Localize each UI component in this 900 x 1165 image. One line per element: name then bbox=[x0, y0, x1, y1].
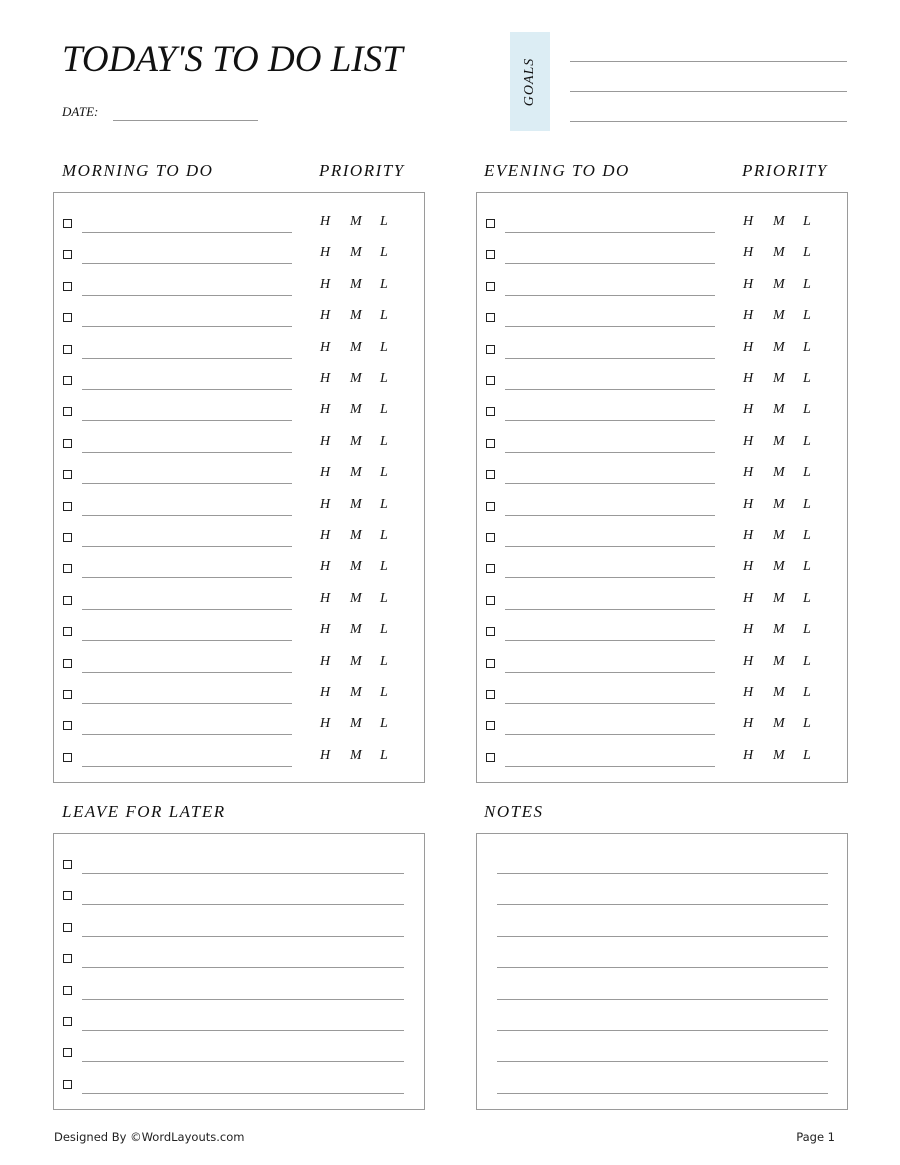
priority-m[interactable]: M bbox=[773, 433, 785, 449]
evening-priority-label: PRIORITY bbox=[742, 161, 828, 180]
task-line[interactable] bbox=[82, 734, 292, 735]
priority-h[interactable]: H bbox=[320, 685, 331, 700]
priority-m[interactable]: M bbox=[350, 496, 362, 512]
todo-row bbox=[54, 465, 424, 501]
priority-m[interactable]: M bbox=[350, 371, 362, 386]
todo-row bbox=[54, 954, 424, 985]
checkbox[interactable] bbox=[486, 627, 495, 636]
task-line[interactable] bbox=[82, 672, 292, 673]
task-line[interactable] bbox=[82, 420, 292, 421]
priority-l[interactable]: L bbox=[380, 559, 388, 575]
checkbox[interactable] bbox=[63, 313, 72, 322]
priority-h[interactable]: H bbox=[320, 276, 331, 292]
priority-l[interactable]: L bbox=[380, 276, 388, 292]
priority-l[interactable]: L bbox=[380, 685, 388, 700]
checkbox[interactable] bbox=[486, 596, 495, 605]
checkbox[interactable] bbox=[486, 753, 495, 762]
task-line[interactable] bbox=[505, 483, 715, 484]
checkbox[interactable] bbox=[63, 219, 72, 228]
priority-m[interactable]: M bbox=[350, 214, 362, 229]
priority-l[interactable]: L bbox=[803, 276, 811, 292]
priority-h[interactable]: H bbox=[743, 559, 754, 575]
priority-l[interactable]: L bbox=[803, 747, 811, 763]
checkbox[interactable] bbox=[63, 1048, 72, 1057]
priority-m[interactable]: M bbox=[350, 308, 362, 324]
priority-l[interactable]: L bbox=[380, 433, 388, 449]
priority-h[interactable]: H bbox=[320, 245, 331, 261]
todo-row bbox=[54, 622, 424, 658]
priority-h[interactable]: H bbox=[743, 653, 754, 669]
priority-h[interactable]: H bbox=[743, 465, 754, 481]
priority-m[interactable]: M bbox=[350, 402, 362, 418]
checkbox[interactable] bbox=[486, 659, 495, 668]
checkbox[interactable] bbox=[486, 282, 495, 291]
priority-l[interactable]: L bbox=[380, 716, 388, 732]
priority-h[interactable]: H bbox=[320, 465, 331, 481]
task-line[interactable] bbox=[82, 577, 292, 578]
checkbox[interactable] bbox=[486, 219, 495, 228]
todo-row bbox=[477, 622, 847, 658]
priority-h[interactable]: H bbox=[743, 214, 754, 229]
priority-l[interactable]: L bbox=[380, 214, 388, 229]
priority-h[interactable]: H bbox=[743, 496, 754, 512]
todo-row bbox=[477, 339, 847, 376]
priority-m[interactable]: M bbox=[773, 716, 785, 732]
todo-row bbox=[54, 402, 424, 438]
priority-l[interactable]: L bbox=[380, 622, 388, 638]
todo-row bbox=[54, 1080, 424, 1111]
priority-l[interactable]: L bbox=[803, 559, 811, 575]
checkbox[interactable] bbox=[486, 721, 495, 730]
task-line[interactable] bbox=[505, 389, 715, 390]
checkbox[interactable] bbox=[486, 407, 495, 416]
task-line[interactable] bbox=[82, 1093, 404, 1094]
priority-m[interactable]: M bbox=[773, 339, 785, 355]
todo-row bbox=[54, 923, 424, 954]
task-line[interactable] bbox=[505, 295, 715, 296]
task-line[interactable] bbox=[505, 420, 715, 421]
task-line[interactable] bbox=[82, 1030, 404, 1031]
priority-l[interactable]: L bbox=[380, 747, 388, 763]
checkbox[interactable] bbox=[63, 891, 72, 900]
checkbox[interactable] bbox=[63, 282, 72, 291]
todo-row bbox=[54, 891, 424, 922]
priority-l[interactable]: L bbox=[803, 622, 811, 638]
todo-row bbox=[477, 685, 847, 721]
task-line[interactable] bbox=[82, 358, 292, 359]
task-line[interactable] bbox=[82, 452, 292, 453]
todo-row bbox=[54, 214, 424, 250]
task-line[interactable] bbox=[505, 766, 715, 767]
task-line[interactable] bbox=[82, 263, 292, 264]
evening-todo-box bbox=[476, 192, 848, 783]
goal-line[interactable] bbox=[570, 121, 847, 122]
priority-m[interactable]: M bbox=[350, 245, 362, 261]
priority-m[interactable]: M bbox=[350, 622, 362, 638]
note-line[interactable] bbox=[497, 936, 828, 937]
goal-line[interactable] bbox=[570, 61, 847, 62]
todo-row bbox=[477, 402, 847, 438]
task-line[interactable] bbox=[505, 703, 715, 704]
todo-row bbox=[54, 590, 424, 627]
checkbox[interactable] bbox=[486, 250, 495, 259]
todo-row bbox=[477, 276, 847, 313]
priority-l[interactable]: L bbox=[380, 465, 388, 481]
todo-row bbox=[54, 860, 424, 891]
task-line[interactable] bbox=[505, 232, 715, 233]
todo-row bbox=[54, 371, 424, 407]
task-line[interactable] bbox=[82, 999, 404, 1000]
task-line[interactable] bbox=[82, 703, 292, 704]
priority-l[interactable]: L bbox=[380, 371, 388, 386]
priority-h[interactable]: H bbox=[743, 339, 754, 355]
task-line[interactable] bbox=[505, 577, 715, 578]
priority-l[interactable]: L bbox=[803, 214, 811, 229]
note-line[interactable] bbox=[497, 904, 828, 905]
priority-m[interactable]: M bbox=[773, 653, 785, 669]
priority-h[interactable]: H bbox=[743, 685, 754, 700]
todo-row bbox=[54, 747, 424, 784]
todo-row bbox=[54, 433, 424, 470]
task-line[interactable] bbox=[505, 452, 715, 453]
checkbox[interactable] bbox=[63, 690, 72, 699]
todo-row bbox=[54, 653, 424, 690]
checkbox[interactable] bbox=[63, 923, 72, 932]
task-line[interactable] bbox=[82, 936, 404, 937]
priority-m[interactable]: M bbox=[350, 339, 362, 355]
checkbox[interactable] bbox=[63, 407, 72, 416]
todo-row bbox=[54, 339, 424, 376]
note-line[interactable] bbox=[497, 1061, 828, 1062]
priority-m[interactable]: M bbox=[773, 496, 785, 512]
priority-l[interactable]: L bbox=[380, 653, 388, 669]
checkbox[interactable] bbox=[63, 860, 72, 869]
checkbox[interactable] bbox=[486, 690, 495, 699]
todo-row bbox=[477, 465, 847, 501]
note-line[interactable] bbox=[497, 1093, 828, 1094]
task-line[interactable] bbox=[505, 358, 715, 359]
priority-h[interactable]: H bbox=[743, 590, 754, 606]
goals-tab bbox=[510, 32, 550, 131]
checkbox[interactable] bbox=[63, 250, 72, 259]
todo-row bbox=[54, 986, 424, 1017]
task-line[interactable] bbox=[82, 904, 404, 905]
task-line[interactable] bbox=[82, 640, 292, 641]
priority-h[interactable]: H bbox=[320, 716, 331, 732]
priority-l[interactable]: L bbox=[380, 590, 388, 606]
task-line[interactable] bbox=[82, 295, 292, 296]
date-field[interactable] bbox=[113, 120, 258, 121]
todo-row bbox=[54, 496, 424, 533]
priority-l[interactable]: L bbox=[380, 245, 388, 261]
morning-title: MORNING TO DO bbox=[62, 161, 214, 180]
note-line[interactable] bbox=[497, 999, 828, 1000]
priority-m[interactable]: M bbox=[773, 685, 785, 700]
todo-row bbox=[477, 308, 847, 344]
task-line[interactable] bbox=[82, 483, 292, 484]
task-line[interactable] bbox=[505, 546, 715, 547]
checkbox[interactable] bbox=[63, 470, 72, 479]
priority-l[interactable]: L bbox=[803, 653, 811, 669]
priority-l[interactable]: L bbox=[803, 685, 811, 700]
checkbox[interactable] bbox=[63, 345, 72, 354]
priority-m[interactable]: M bbox=[773, 465, 785, 481]
todo-row bbox=[54, 528, 424, 564]
checkbox[interactable] bbox=[63, 986, 72, 995]
todo-row bbox=[477, 245, 847, 281]
todo-row bbox=[54, 716, 424, 752]
note-line[interactable] bbox=[497, 873, 828, 874]
checkbox[interactable] bbox=[63, 596, 72, 605]
priority-h[interactable]: H bbox=[743, 528, 754, 543]
priority-h[interactable]: H bbox=[743, 245, 754, 261]
page-title: TODAY'S TO DO LIST bbox=[62, 39, 403, 80]
priority-m[interactable]: M bbox=[773, 559, 785, 575]
priority-h[interactable]: H bbox=[743, 371, 754, 386]
task-line[interactable] bbox=[82, 515, 292, 516]
priority-h[interactable]: H bbox=[743, 747, 754, 763]
checkbox[interactable] bbox=[486, 345, 495, 354]
priority-l[interactable]: L bbox=[803, 590, 811, 606]
priority-h[interactable]: H bbox=[743, 716, 754, 732]
priority-l[interactable]: L bbox=[803, 433, 811, 449]
priority-h[interactable]: H bbox=[320, 590, 331, 606]
todo-row bbox=[54, 1017, 424, 1048]
priority-h[interactable]: H bbox=[320, 433, 331, 449]
todo-row bbox=[54, 308, 424, 344]
checkbox[interactable] bbox=[63, 439, 72, 448]
checkbox[interactable] bbox=[63, 376, 72, 385]
todo-row bbox=[477, 214, 847, 250]
todo-row bbox=[54, 276, 424, 313]
checkbox[interactable] bbox=[486, 470, 495, 479]
evening-title: EVENING TO DO bbox=[484, 161, 630, 180]
priority-h[interactable]: H bbox=[743, 276, 754, 292]
morning-todo-box bbox=[53, 192, 425, 783]
priority-m[interactable]: M bbox=[773, 214, 785, 229]
priority-h[interactable]: H bbox=[320, 371, 331, 386]
priority-m[interactable]: M bbox=[773, 747, 785, 763]
task-line[interactable] bbox=[82, 326, 292, 327]
priority-m[interactable]: M bbox=[350, 276, 362, 292]
task-line[interactable] bbox=[82, 546, 292, 547]
priority-h[interactable]: H bbox=[743, 622, 754, 638]
todo-row bbox=[477, 496, 847, 533]
todo-row bbox=[477, 433, 847, 470]
todo-row bbox=[477, 590, 847, 627]
priority-h[interactable]: H bbox=[320, 653, 331, 669]
checkbox[interactable] bbox=[63, 1080, 72, 1089]
checkbox[interactable] bbox=[486, 313, 495, 322]
checkbox[interactable] bbox=[63, 721, 72, 730]
priority-m[interactable]: M bbox=[773, 402, 785, 418]
checkbox[interactable] bbox=[63, 659, 72, 668]
todo-row bbox=[54, 559, 424, 595]
priority-m[interactable]: M bbox=[773, 528, 785, 543]
note-line[interactable] bbox=[497, 967, 828, 968]
morning-priority-label: PRIORITY bbox=[319, 161, 405, 180]
priority-l[interactable]: L bbox=[803, 402, 811, 418]
priority-m[interactable]: M bbox=[773, 371, 785, 386]
priority-h[interactable]: H bbox=[320, 496, 331, 512]
priority-l[interactable]: L bbox=[803, 308, 811, 324]
task-line[interactable] bbox=[82, 873, 404, 874]
page-number: Page 1 bbox=[796, 1130, 835, 1144]
task-line[interactable] bbox=[505, 326, 715, 327]
priority-l[interactable]: L bbox=[380, 308, 388, 324]
priority-l[interactable]: L bbox=[803, 245, 811, 261]
priority-m[interactable]: M bbox=[773, 308, 785, 324]
priority-l[interactable]: L bbox=[803, 716, 811, 732]
task-line[interactable] bbox=[82, 1061, 404, 1062]
priority-m[interactable]: M bbox=[350, 559, 362, 575]
checkbox[interactable] bbox=[486, 533, 495, 542]
priority-l[interactable]: L bbox=[380, 496, 388, 512]
priority-h[interactable]: H bbox=[743, 402, 754, 418]
checkbox[interactable] bbox=[63, 627, 72, 636]
note-line[interactable] bbox=[497, 1030, 828, 1031]
task-line[interactable] bbox=[82, 232, 292, 233]
task-line[interactable] bbox=[505, 640, 715, 641]
priority-h[interactable]: H bbox=[743, 433, 754, 449]
priority-m[interactable]: M bbox=[350, 747, 362, 763]
todo-row bbox=[54, 245, 424, 281]
todo-row bbox=[477, 716, 847, 752]
priority-h[interactable]: H bbox=[320, 622, 331, 638]
checkbox[interactable] bbox=[63, 1017, 72, 1026]
checkbox[interactable] bbox=[486, 502, 495, 511]
notes-box bbox=[476, 833, 848, 1110]
footer-credit: Designed By ©WordLayouts.com bbox=[54, 1130, 245, 1144]
checkbox[interactable] bbox=[63, 954, 72, 963]
priority-l[interactable]: L bbox=[803, 339, 811, 355]
todo-row bbox=[477, 528, 847, 564]
task-line[interactable] bbox=[82, 967, 404, 968]
todo-row bbox=[54, 685, 424, 721]
priority-m[interactable]: M bbox=[350, 465, 362, 481]
priority-h[interactable]: H bbox=[320, 339, 331, 355]
priority-m[interactable]: M bbox=[773, 622, 785, 638]
checkbox[interactable] bbox=[486, 376, 495, 385]
priority-l[interactable]: L bbox=[803, 528, 811, 543]
todo-row bbox=[477, 653, 847, 690]
task-line[interactable] bbox=[82, 766, 292, 767]
priority-l[interactable]: L bbox=[803, 465, 811, 481]
goals-label: GOALS bbox=[522, 57, 537, 106]
priority-h[interactable]: H bbox=[320, 214, 331, 229]
task-line[interactable] bbox=[505, 672, 715, 673]
checkbox[interactable] bbox=[486, 439, 495, 448]
todo-row bbox=[477, 371, 847, 407]
priority-h[interactable]: H bbox=[320, 308, 331, 324]
priority-l[interactable]: L bbox=[380, 339, 388, 355]
priority-h[interactable]: H bbox=[320, 528, 331, 543]
priority-h[interactable]: H bbox=[320, 559, 331, 575]
priority-m[interactable]: M bbox=[350, 685, 362, 700]
todo-row bbox=[477, 747, 847, 784]
priority-l[interactable]: L bbox=[803, 496, 811, 512]
priority-h[interactable]: H bbox=[320, 747, 331, 763]
todo-row bbox=[477, 559, 847, 595]
checkbox[interactable] bbox=[486, 564, 495, 573]
task-line[interactable] bbox=[505, 515, 715, 516]
priority-m[interactable]: M bbox=[350, 433, 362, 449]
priority-l[interactable]: L bbox=[380, 402, 388, 418]
priority-h[interactable]: H bbox=[743, 308, 754, 324]
later-title: LEAVE FOR LATER bbox=[62, 802, 226, 821]
priority-m[interactable]: M bbox=[350, 653, 362, 669]
priority-h[interactable]: H bbox=[320, 402, 331, 418]
notes-title: NOTES bbox=[484, 802, 544, 821]
goal-line[interactable] bbox=[570, 91, 847, 92]
checkbox[interactable] bbox=[63, 753, 72, 762]
task-line[interactable] bbox=[505, 734, 715, 735]
todo-row bbox=[54, 1048, 424, 1079]
priority-m[interactable]: M bbox=[350, 528, 362, 543]
checkbox[interactable] bbox=[63, 502, 72, 511]
leave-for-later-box bbox=[53, 833, 425, 1110]
checkbox[interactable] bbox=[63, 533, 72, 542]
task-line[interactable] bbox=[505, 609, 715, 610]
priority-l[interactable]: L bbox=[803, 371, 811, 386]
task-line[interactable] bbox=[82, 389, 292, 390]
task-line[interactable] bbox=[505, 263, 715, 264]
task-line[interactable] bbox=[82, 609, 292, 610]
priority-l[interactable]: L bbox=[380, 528, 388, 543]
priority-m[interactable]: M bbox=[773, 245, 785, 261]
priority-m[interactable]: M bbox=[773, 276, 785, 292]
checkbox[interactable] bbox=[63, 564, 72, 573]
priority-m[interactable]: M bbox=[350, 716, 362, 732]
date-label: DATE: bbox=[62, 104, 99, 119]
priority-m[interactable]: M bbox=[350, 590, 362, 606]
priority-m[interactable]: M bbox=[773, 590, 785, 606]
